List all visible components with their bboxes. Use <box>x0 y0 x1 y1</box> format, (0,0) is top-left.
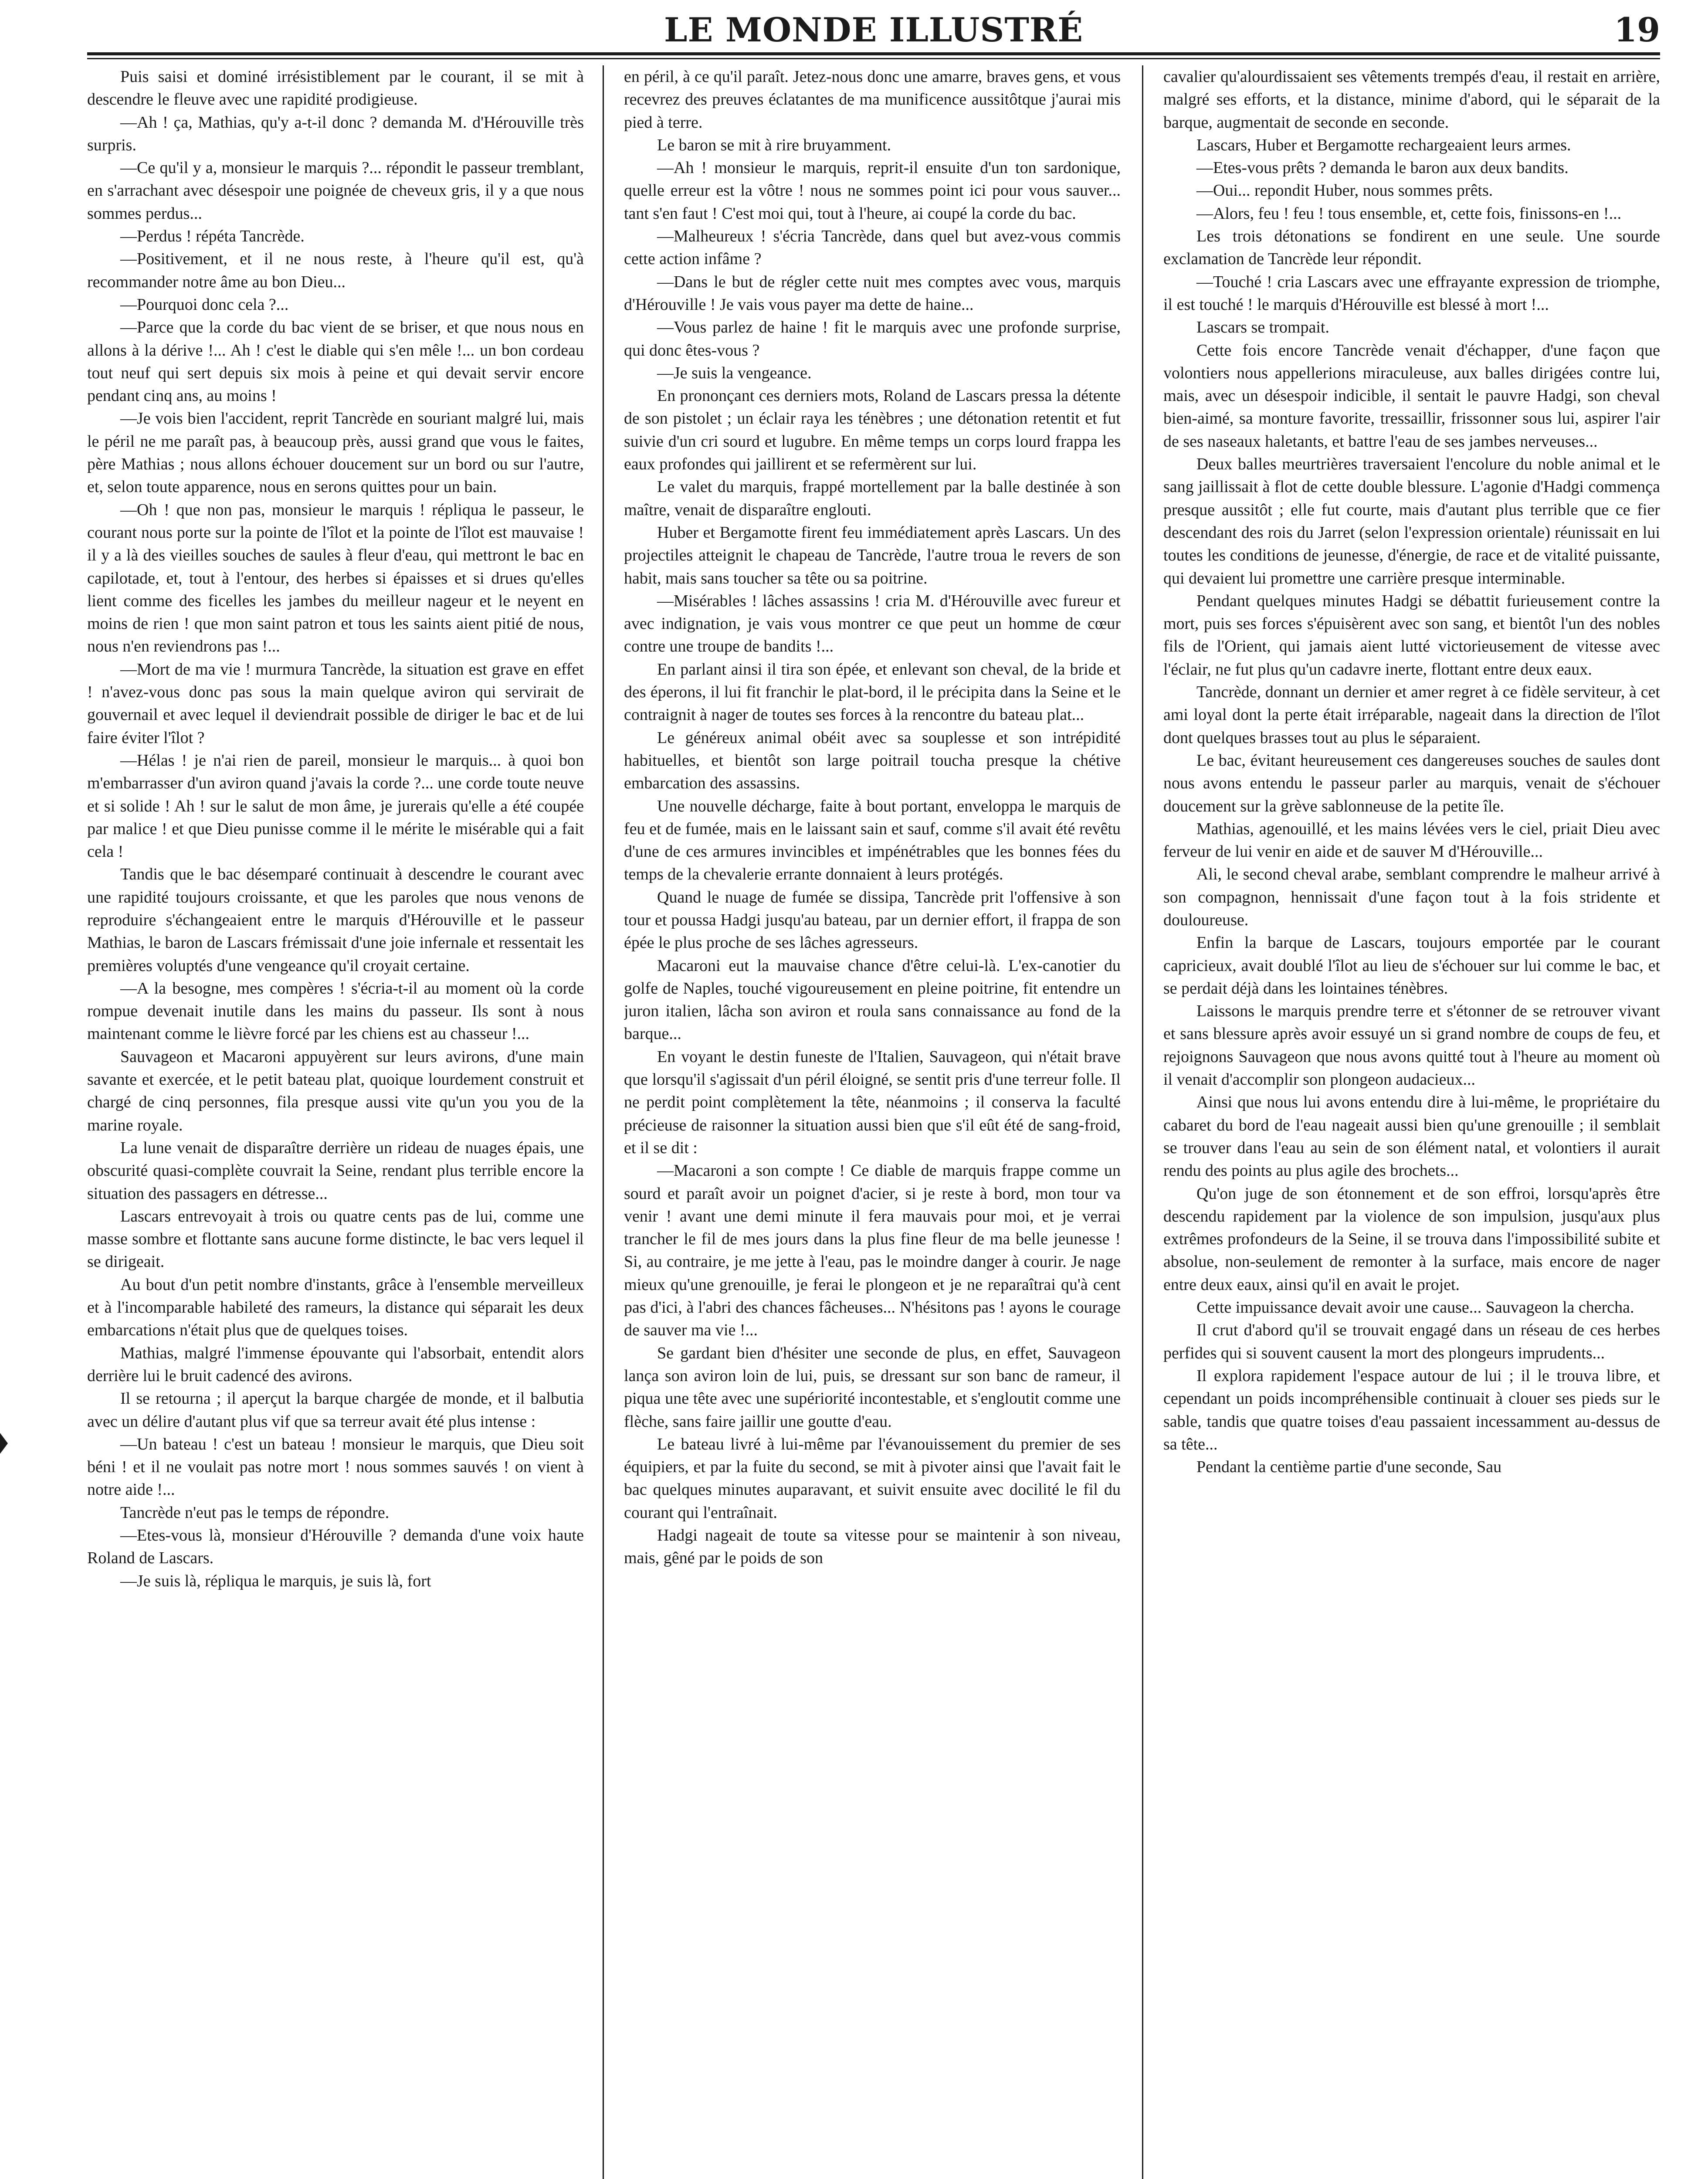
paragraph: Le valet du marquis, frappé mortellement par la balle destinée à son maître, venait de disparaître englouti. <box>624 478 1121 519</box>
paragraph: Deux balles meurtrières traversaient l'encolure du noble animal et le sang jaillissait à flot de cette double blessure. L'agonie d'Hadgi commença presque aussitôt ; elle fut courte, mais d'autant plus terrible que ce fier descendant des rois du Jarret (selon l'expression orientale) réunissait en lui toutes les conditions de jeunesse, d'énergie, de race et de vitalité puissante, qui devaient lui promettre une carrière presque interminable. <box>1163 455 1660 587</box>
paragraph: —A la besogne, mes compères ! s'écria-t-il au moment où la corde rompue devenait inutile dans les mains du passeur. Ils sont à nous maintenant comme le lièvre forcé par les chiens est au chasseur !... <box>87 979 584 1043</box>
paragraph: Il se retourna ; il aperçut la barque chargée de monde, et il balbutia avec un délire d'autant plus vif que sa terreur avait été plus intense : <box>87 1389 584 1431</box>
paragraph: Tancrède n'eut pas le temps de répondre. <box>120 1503 390 1522</box>
paragraph: —Parce que la corde du bac vient de se briser, et que nous nous en allons à la dérive !... Ah ! c'est le diable qui s'en mêle !... un bon cordeau tout neuf qui sert depuis six mois à peine et qui devait servir encore pendant cinq ans, au moins ! <box>87 318 584 405</box>
paragraph: —Dans le but de régler cette nuit mes comptes avec vous, marquis d'Hérouville ! Je vais vous payer ma dette de haine... <box>624 272 1121 314</box>
paragraph: Se gardant bien d'hésiter une seconde de plus, en effet, Sauvageon lança son aviron loin de lui, puis, se dressant sur son banc de rameur, il piqua une tête avec une supériorité incontestable, et s'engloutit comme une flèche, sans faire jaillir une goutte d'eau. <box>624 1344 1121 1431</box>
paragraph: Sauvageon et Macaroni appuyèrent sur leurs avirons, d'une main savante et exercée, et le petit bateau plat, quoique lourdement construit et chargé de cinq personnes, fila presque aussi vite qu'un you you de la marine royale. <box>87 1047 584 1134</box>
paragraph: La lune venait de disparaître derrière un rideau de nuages épais, une obscurité quasi-complète couvrait la Seine, rendant plus terrible encore la situation des passagers en détresse... <box>87 1138 584 1203</box>
paragraph: Ainsi que nous lui avons entendu dire à lui-même, le propriétaire du cabaret du bord de l'eau nageait aussi bien qu'une grenouille ; il semblait se trouver dans l'eau au sein de son élément natal, et volontiers il aurait rendu des points au plus agile des brochets... <box>1163 1093 1660 1180</box>
paragraph: Les trois détonations se fondirent en une seule. Une sourde exclamation de Tancrède leur répondit. <box>1163 227 1660 268</box>
paragraph: Lascars entrevoyait à trois ou quatre cents pas de lui, comme une masse sombre et flottante sans aucune forme distincte, le bac vers lequel il se dirigeait. <box>87 1207 584 1271</box>
paragraph: en péril, à ce qu'il paraît. Jetez-nous donc une amarre, braves gens, et vous recevrez des preuves éclatantes de ma munificence aussitôtque j'aurai mis pied à terre. <box>624 68 1121 132</box>
paragraph: Lascars, Huber et Bergamotte rechargeaient leurs armes. <box>1196 136 1571 154</box>
paragraph: —Mort de ma vie ! murmura Tancrède, la situation est grave en effet ! n'avez-vous donc pas sous la main quelque aviron qui servirait de gouvernail et avec lequel il deviendrait possible de diriger le bac et de lui faire éviter l'îlot ? <box>87 660 584 747</box>
paragraph: Huber et Bergamotte firent feu immédiatement après Lascars. Un des projectiles atteignit le chapeau de Tancrède, l'autre troua le revers de son habit, mais sans toucher sa tête ou sa poitrine. <box>624 523 1121 587</box>
paragraph: —Positivement, et il ne nous reste, à l'heure qu'il est, qu'à recommander notre âme au bon Dieu... <box>87 250 584 291</box>
paragraph: Ali, le second cheval arabe, semblant comprendre le malheur arrivé à son compagnon, hennissait d'une façon tout à la fois stridente et douloureuse. <box>1163 865 1660 929</box>
paragraph: Hadgi nageait de toute sa vitesse pour se maintenir à son niveau, mais, gêné par le poids de son <box>624 1526 1121 1568</box>
paragraph: Mathias, malgré l'immense épouvante qui l'absorbait, entendit alors derrière lui le bruit cadencé des avirons. <box>87 1344 584 1385</box>
text-column-2 <box>624 65 1121 2179</box>
paragraph: —Malheureux ! s'écria Tancrède, dans quel but avez-vous commis cette action infâme ? <box>624 227 1121 268</box>
paragraph: En voyant le destin funeste de l'Italien, Sauvageon, qui n'était brave que lorsqu'il s'agissait d'un péril éloigné, se sentit pris d'une terreur folle. Il ne perdit point complètement la tête, néanmoins ; il conserva la faculté précieuse de raisonner la situation aussi bien que s'il eût été de sang-froid, et il se dit : <box>624 1047 1121 1157</box>
paragraph: —Etes-vous prêts ? demanda le baron aux deux bandits. <box>1196 159 1569 177</box>
paragraph: En prononçant ces derniers mots, Roland de Lascars pressa la détente de son pistolet ; un éclair raya les ténèbres ; une détonation retentit et fut suivie d'un cri sourd et lugubre. En même temps un corps lourd frappa les eaux profondes qui jaillirent et se refermèrent sur lui. <box>624 387 1121 474</box>
paragraph: —Ah ! monsieur le marquis, reprit-il ensuite d'un ton sardonique, quelle erreur est la vôtre ! nous ne sommes point ici pour vous sauver... tant s'en faut ! C'est moi qui, tout à l'heure, ai coupé la corde du bac. <box>624 159 1121 223</box>
paragraph: —Vous parlez de haine ! fit le marquis avec une profonde surprise, qui donc êtes-vous ? <box>624 318 1121 360</box>
paragraph: —Pourquoi donc cela ?... <box>120 295 289 314</box>
paragraph: —Je suis là, répliqua le marquis, je suis là, fort <box>120 1571 431 1590</box>
paragraph: —Macaroni a son compte ! Ce diable de marquis frappe comme un sourd et paraît avoir un poignet d'acier, si je reste à bord, mon tour va venir ! avant une demi minute il fera mauvais pour moi, et je verrai trancher le fil de mes jours dans la plus fine fleur de ma belle jeunesse ! Si, au contraire, je me jette à l'eau, pas le moindre danger à courir. Je nage mieux qu'une grenouille, je ferai le plongeon et je ne reparaîtrai qu'à cent pas d'ici, à l'abri des chances fâcheuses... N'hésitons pas ! ayons le courage de sauver ma vie !... <box>624 1161 1121 1340</box>
header-rule-thick <box>87 52 1660 55</box>
paragraph: —Ah ! ça, Mathias, qu'y a-t-il donc ? demanda M. d'Hérouville très surpris. <box>87 113 584 154</box>
paragraph: Macaroni eut la mauvaise chance d'être celui-là. L'ex-canotier du golfe de Naples, touché vigoureusement en pleine poitrine, fit entendre un juron italien, lâcha son aviron et roula sans connaissance au fond de la barque... <box>624 956 1121 1043</box>
paragraph: —Hélas ! je n'ai rien de pareil, monsieur le marquis... à quoi bon m'embarrasser d'un aviron quand j'avais la corde ?... une corde toute neuve et si solide ! Ah ! sur le salut de mon âme, je jurerais qu'elle a été coupée par malice ! et que Dieu punisse comme il le mérite le misérable qui a fait cela ! <box>87 751 584 861</box>
paragraph: Tandis que le bac désemparé continuait à descendre le courant avec une rapidité toujours croissante, et que les paroles que nous venons de reproduire s'échangeaient entre le marquis d'Hérouville et le passeur Mathias, le baron de Lascars frémissait d'une joie infernale et ressentait les premières voluptés d'une vengeance qu'il croyait certaine. <box>87 865 584 975</box>
margin-mark <box>0 1433 8 1454</box>
paragraph: —Je vois bien l'accident, reprit Tancrède en souriant malgré lui, mais le péril ne me paraît pas, à beaucoup près, aussi grand que vous le faites, père Mathias ; nous allons échouer doucement sur un bord ou sur l'autre, et, selon toute apparence, nous en serons quittes pour un bain. <box>87 409 584 496</box>
paragraph: Pendant la centième partie d'une seconde, Sau <box>1196 1458 1502 1476</box>
paragraph: cavalier qu'alourdissaient ses vêtements trempés d'eau, il restait en arrière, malgré ses efforts, et la distance, minime d'abord, qui le séparait de la barque, augmentait de seconde en seconde. <box>1163 68 1660 132</box>
page-header <box>87 9 1660 58</box>
paragraph: Puis saisi et dominé irrésistiblement par le courant, il se mit à descendre le fleuve avec une rapidité prodigieuse. <box>87 68 584 109</box>
paragraph: Il crut d'abord qu'il se trouvait engagé dans un réseau de ces herbes perfides qui si souvent causent la mort des plongeurs imprudents... <box>1163 1321 1660 1362</box>
header-rule-thin <box>87 58 1660 59</box>
paragraph: Cette impuissance devait avoir une cause... Sauvageon la chercha. <box>1196 1298 1634 1317</box>
paragraph: —Ce qu'il y a, monsieur le marquis ?... répondit le passeur tremblant, en s'arrachant avec désespoir une poignée de cheveux gris, il y a que nous sommes perdus... <box>87 159 584 223</box>
paragraph: Une nouvelle décharge, faite à bout portant, enveloppa le marquis de feu et de fumée, mais en le laissant sain et sauf, comme s'il avait été revêtu d'une de ces armures invincibles et impénétrables que les bonnes fées du temps de la chevalerie errante donnaient à leurs protégés. <box>624 797 1121 884</box>
masthead-title: LE MONDE ILLUSTRÉ <box>664 10 1083 49</box>
paragraph: —Un bateau ! c'est un bateau ! monsieur le marquis, que Dieu soit béni ! et il ne voulait pas notre mort ! nous sommes sauvés ! on vient à notre aide !... <box>87 1435 584 1499</box>
paragraph: Pendant quelques minutes Hadgi se débattit furieusement contre la mort, puis ses forces s'épuisèrent avec son sang, et bientôt l'un des nobles fils de l'Orient, qui jamais aient lutté victorieusement de vitesse avec l'éclair, ne fut plus qu'un cadavre inerte, flottant entre deux eaux. <box>1163 591 1660 679</box>
paragraph: Enfin la barque de Lascars, toujours emportée par le courant capricieux, avait doublé l'îlot au lieu de s'échouer sur lui comme le bac, et se perdait déjà dans les lointaines ténèbres. <box>1163 933 1660 998</box>
paragraph: Le généreux animal obéit avec sa souplesse et son intrépidité habituelles, et bientôt son large poitrail toucha presque la chétive embarcation des assassins. <box>624 728 1121 793</box>
paragraph: Au bout d'un petit nombre d'instants, grâce à l'ensemble merveilleux et à l'incomparable habileté des rameurs, la distance qui séparait les deux embarcations n'était plus que de quelques toises. <box>87 1275 584 1340</box>
paragraph: Qu'on juge de son étonnement et de son effroi, lorsqu'après être descendu rapidement par la violence de son impulsion, jusqu'aux plus extrêmes profondeurs de la Seine, il se trouva dans l'impossibilité subite et absolue, non-seulement de remonter à la surface, mais encore de nager entre deux eaux, ainsi qu'il en avait le projet. <box>1163 1184 1660 1294</box>
paragraph: —Alors, feu ! feu ! tous ensemble, et, cette fois, finissons-en !... <box>1196 204 1622 223</box>
paragraph: Tancrède, donnant un dernier et amer regret à ce fidèle serviteur, à cet ami loyal dont la perte était irréparable, nageait dans la direction de l'îlot dont quelques brasses tout au plus le séparaient. <box>1163 683 1660 747</box>
paragraph: —Etes-vous là, monsieur d'Hérouville ? demanda d'une voix haute Roland de Lascars. <box>87 1526 584 1568</box>
page-number: 19 <box>1614 10 1660 49</box>
paragraph: En parlant ainsi il tira son épée, et enlevant son cheval, de la bride et des éperons, il lui fit franchir le plat-bord, il le précipita dans la Seine et le contraignit à nager de toutes ses forces à la rencontre du bateau plat... <box>624 660 1121 724</box>
paragraph: Le bateau livré à lui-même par l'évanouissement du premier de ses équipiers, et par la fuite du second, se mit à pivoter ainsi que l'avait fait le bac quelques minutes auparavant, et suivit ensuite avec docilité le fil du courant qui l'entraînait. <box>624 1435 1121 1522</box>
paragraph: Il explora rapidement l'espace autour de lui ; il le trouva libre, et cependant un poids incompréhensible continuait à clouer ses pieds sur le sable, tandis que quatre toises d'eau passaient incessamment au-dessus de sa tête... <box>1163 1366 1660 1453</box>
paragraph: Le baron se mit à rire bruyamment. <box>657 136 891 154</box>
paragraph: Lascars se trompait. <box>1196 318 1329 337</box>
text-column-3 <box>1163 65 1660 2179</box>
text-column-1 <box>87 65 584 2179</box>
paragraph: Laissons le marquis prendre terre et s'étonner de se retrouver vivant et sans blessure après avoir essuyé un si grand nombre de coups de feu, et rejoignons Sauvageon que nous avons quitté tout à l'heure au moment où il venait d'accomplir son plongeon audacieux... <box>1163 1002 1660 1089</box>
paragraph: Cette fois encore Tancrède venait d'échapper, d'une façon que volontiers nous appellerions miraculeuse, aux balles dirigées contre lui, mais, avec un désespoir indicible, il sentait le pauvre Hadgi, son cheval bien-aimé, sa monture favorite, tressaillir, frissonner sous lui, aspirer l'air de ses naseaux haletants, et battre l'eau de ses jambes nerveuses... <box>1163 341 1660 451</box>
paragraph: Mathias, agenouillé, et les mains lévées vers le ciel, priait Dieu avec ferveur de lui venir en aide et de sauver M d'Hérouville... <box>1163 819 1660 861</box>
paragraph: —Misérables ! lâches assassins ! cria M. d'Hérouville avec fureur et avec indignation, je vais vous montrer ce que peut un homme de cœur contre une troupe de bandits !... <box>624 591 1121 656</box>
paragraph: Le bac, évitant heureusement ces dangereuses souches de saules dont nous avons entendu le passeur parler au marquis, venait de s'échouer doucement sur la grève sablonneuse de la petite île. <box>1163 751 1660 815</box>
article-columns <box>87 65 1660 2179</box>
paragraph: —Touché ! cria Lascars avec une effrayante expression de triomphe, il est touché ! le marquis d'Hérouville est blessé à mort !... <box>1163 272 1660 314</box>
paragraph: —Oh ! que non pas, monsieur le marquis ! répliqua le passeur, le courant nous porte sur la pointe de l'îlot et la pointe de l'îlot est mauvaise ! il y a là des vieilles souches de saules à fleur d'eau, qui mettront le bac en capilotade, et, tout à l'entour, des herbes si épaisses et si drues qu'elles lient comme des ficelles les jambes du meilleur nageur et le neyent en moins de rien ! que mon saint patron et tous les saints aient pitié de nous, nous n'en reviendrons pas !... <box>87 500 584 656</box>
paragraph: Quand le nuage de fumée se dissipa, Tancrède prit l'offensive à son tour et poussa Hadgi jusqu'au bateau, par un dernier effort, il frappa de son épée le plus proche de ses lâches agresseurs. <box>624 888 1121 952</box>
paragraph: —Oui... repondit Huber, nous sommes prêts. <box>1196 181 1493 200</box>
paragraph: —Je suis la vengeance. <box>657 363 812 382</box>
paragraph: —Perdus ! répéta Tancrède. <box>120 227 305 246</box>
